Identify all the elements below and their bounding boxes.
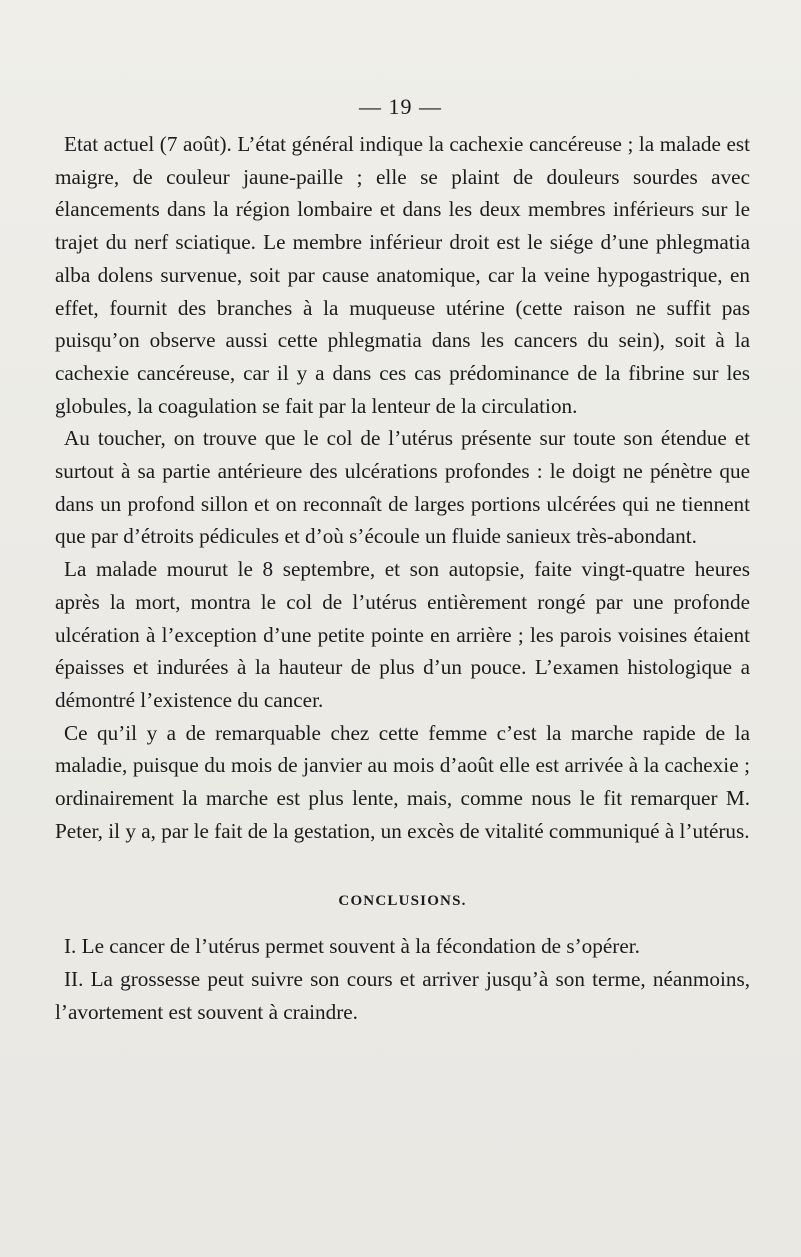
- paragraph-toucher: Au toucher, on trouve que le col de l’utérus présente sur toute son étendue et surtout à sa partie antérieure des ulcérations profondes : le doigt ne pénètre que dans un profond sillon et on reconnaît de larges portions ulcérées qui ne tiennent que par d’étroits pédicules et d’où s’écoule un fluide sanieux très-abondant.: [55, 426, 750, 549]
- paragraph-etat-actuel: Etat actuel (7 août). L’état général indique la cachexie cancéreuse ; la malade est maigre, de couleur jaune-paille ; elle se plaint de douleurs sourdes avec élancements dans la région lombaire et dans les deux membres inférieurs sur le trajet du nerf sciatique. Le membre inférieur droit est le siége d’une phlegmatia alba dolens survenue, soit par cause anatomique, car la veine hypogastrique, en effet, fournit des branches à la muqueuse utérine (cette raison ne suffit pas puisqu’on observe aussi cette phlegmatia dans les cancers du sein), soit à la cachexie cancéreuse, car il y a dans ces cas prédominance de la fibrine sur les globules, la coagulation se fait par la lenteur de la circulation.: [55, 132, 750, 418]
- paragraph-remarque: Ce qu’il y a de remarquable chez cette femme c’est la marche rapide de la maladie, puisque du mois de janvier au mois d’août elle est arrivée à la cachexie ; ordinairement la marche est plus lente, mais, comme nous le fit remarquer M. Peter, il y a, par le fait de la gestation, un excès de vitalité communiqué à l’utérus.: [55, 720, 750, 843]
- page-number: — 19 —: [359, 94, 442, 119]
- conclusions-title: CONCLUSIONS.: [338, 893, 467, 910]
- paragraph-autopsie: La malade mourut le 8 septembre, et son autopsie, faite vingt-quatre heures après la mort, montra le col de l’utérus entièrement rongé par une profonde ulcération à l’exception d’une petite pointe en arrière ; les parois voisines étaient épaisses et indurées à la hauteur de plus d’un pouce. L’examen histologique a démontré l’existence du cancer.: [55, 557, 750, 712]
- body-text: [55, 128, 750, 1029]
- conclusion-1: I. Le cancer de l’utérus permet souvent à la fécondation de s’opérer.: [64, 934, 640, 959]
- conclusion-2: II. La grossesse peut suivre son cours et arriver jusqu’à son terme, néanmoins, l’avortement est souvent à craindre.: [55, 967, 750, 1024]
